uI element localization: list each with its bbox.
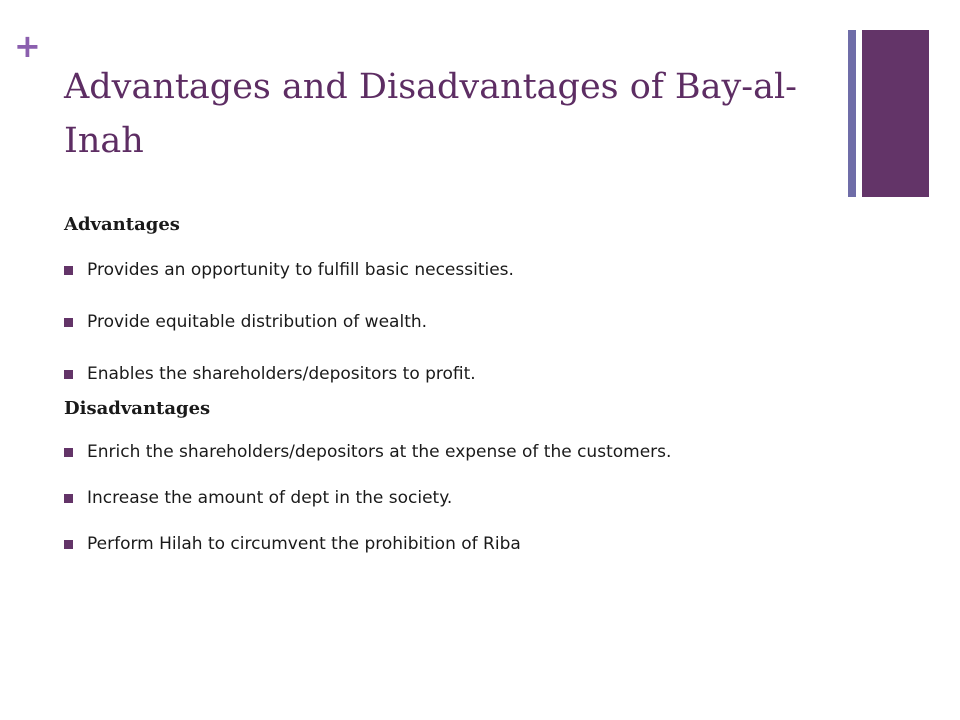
disadvantage-item [64,488,784,508]
disadvantage-item [64,534,784,554]
square-bullet-icon [64,370,73,379]
decorative-bar-thick [862,30,929,197]
slide-body [64,212,784,580]
square-bullet-icon [64,266,73,275]
advantages-heading: Advantages [64,214,180,235]
advantage-item [64,312,784,332]
square-bullet-icon [64,448,73,457]
disadvantage-item-text: Increase the amount of dept in the society. [87,488,453,508]
disadvantages-list [64,442,784,554]
advantage-item [64,364,784,384]
decorative-bar-thin [848,30,856,197]
advantage-item-text: Provide equitable distribution of wealth. [87,312,428,332]
plus-icon: + [14,27,41,65]
disadvantage-item [64,442,784,462]
square-bullet-icon [64,494,73,503]
advantage-item-text: Provides an opportunity to fulfill basic necessities. [87,260,514,280]
disadvantage-item-text: Enrich the shareholders/depositors at the expense of the customers. [87,442,672,462]
advantage-item-text: Enables the shareholders/depositors to profit. [87,364,476,384]
square-bullet-icon [64,540,73,549]
slide-title: Advantages and Disadvantages of Bay-al-Inah [64,67,797,161]
disadvantage-item-text: Perform Hilah to circumvent the prohibition of Riba [87,534,521,554]
advantage-item [64,260,784,280]
disadvantages-heading: Disadvantages [64,398,211,419]
square-bullet-icon [64,318,73,327]
advantages-list [64,260,784,384]
